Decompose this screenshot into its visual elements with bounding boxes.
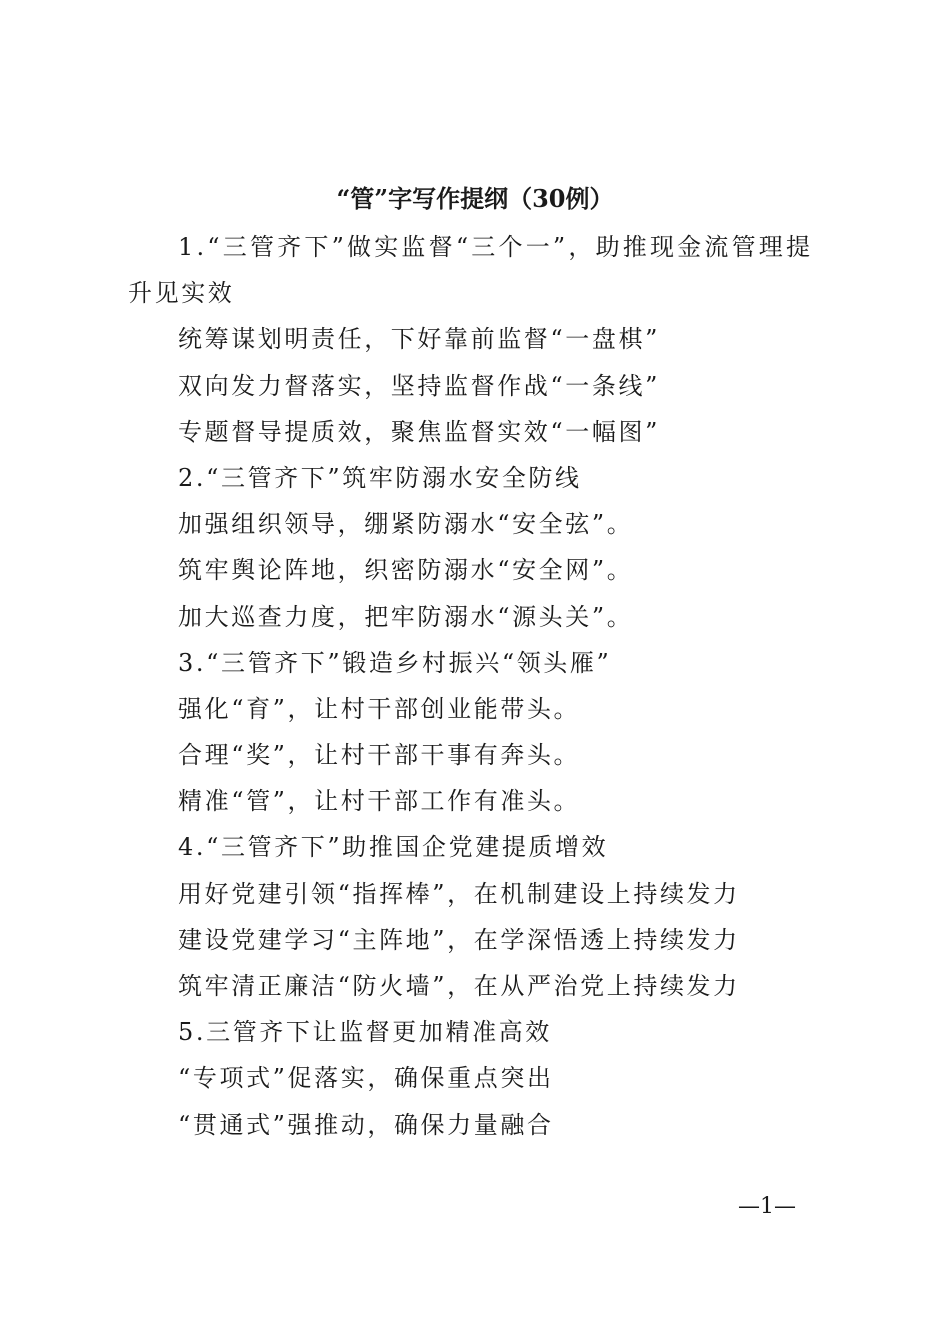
body-line: 筑牢清正廉洁“防火墙”，在从严治党上持续发力	[178, 972, 740, 1000]
body-line: 统筹谋划明责任，下好靠前监督“一盘棋”	[178, 325, 660, 354]
body-line: “贯通式”强推动，确保力量融合	[178, 1110, 554, 1139]
section-heading-3: 3.“三管齐下”锻造乡村振兴“领头雁”	[178, 648, 612, 677]
page-number: —1—	[738, 1194, 796, 1219]
body-line: 加强组织领导，绷紧防溺水“安全弦”。	[178, 510, 634, 539]
section-heading-4: 4.“三管齐下”助推国企党建提质增效	[178, 833, 609, 862]
body-line: 建设党建学习“主阵地”，在学深悟透上持续发力	[178, 925, 740, 954]
body-line: 加大巡查力度，把牢防溺水“源头关”。	[178, 602, 634, 631]
body-line: 合理“奖”，让村干部干事有奔头。	[178, 741, 581, 770]
body-line: 双向发力督落实，坚持监督作战“一条线”	[178, 371, 660, 400]
heading-1-line-1: 1.“三管齐下”做实监督“三个一”，助推现金流管理提	[178, 233, 814, 261]
section-heading-5: 5.三管齐下让监督更加精准高效	[178, 1018, 552, 1047]
body-line: 强化“育”，让村干部创业能带头。	[178, 694, 581, 723]
document-body	[128, 224, 848, 1148]
heading-1-line-2: 升见实效	[128, 279, 235, 308]
body-line: “专项式”促落实，确保重点突出	[178, 1064, 554, 1093]
body-line: 筑牢舆论阵地，织密防溺水“安全网”。	[178, 556, 634, 585]
section-heading-2: 2.“三管齐下”筑牢防溺水安全防线	[178, 463, 582, 492]
document-title: “管”字写作提纲（30例）	[336, 184, 614, 213]
body-line: 用好党建引领“指挥棒”，在机制建设上持续发力	[178, 879, 740, 908]
body-line: 专题督导提质效，聚焦监督实效“一幅图”	[178, 417, 660, 446]
body-line: 精准“管”，让村干部工作有准头。	[178, 787, 581, 816]
